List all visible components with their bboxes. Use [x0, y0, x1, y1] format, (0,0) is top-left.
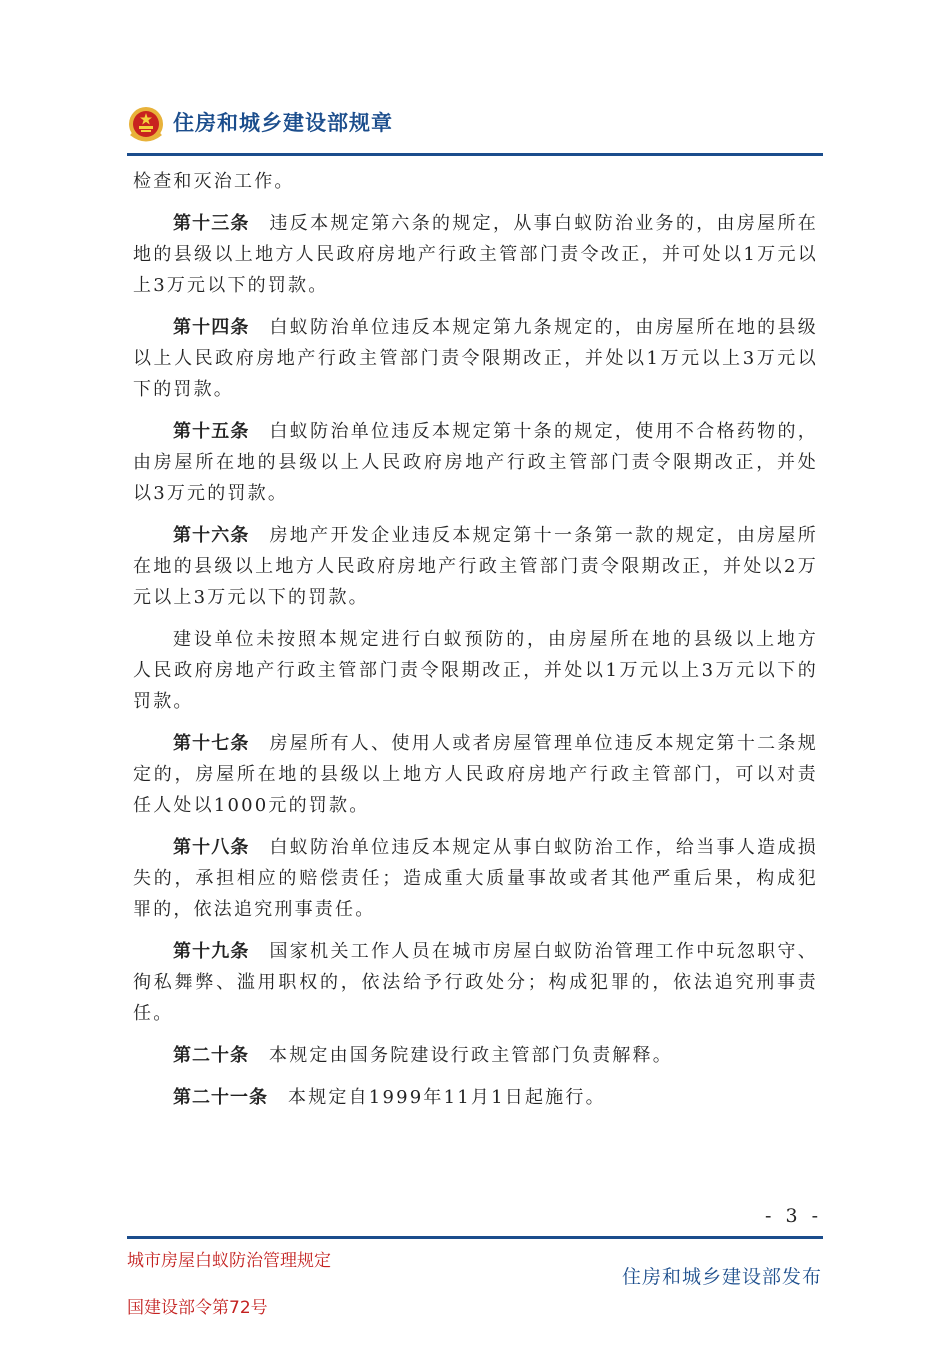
article-heading: 第十七条	[173, 733, 250, 754]
article-heading: 第十九条	[173, 941, 250, 962]
page-header	[127, 100, 823, 156]
article-text: 建设单位未按照本规定进行白蚁预防的，由房屋所在地的县级以上地方人民政府房地产行政主管部门责令限期改正，并处以1万元以上3万元以下的罚款。	[133, 629, 818, 712]
document-body	[133, 166, 818, 1124]
article-heading: 第十三条	[173, 213, 250, 234]
article-15	[133, 416, 818, 509]
article-heading: 第十五条	[173, 421, 250, 442]
article-heading: 第二十条	[173, 1045, 249, 1066]
header-title: 住房和城乡建设部规章	[173, 111, 393, 135]
article-heading: 第十六条	[173, 525, 250, 546]
article-text: 房地产开发企业违反本规定第十一条第一款的规定，由房屋所在地的县级以上地方人民政府房地产行政主管部门责令限期改正，并处以2万元以上3万元以下的罚款。	[133, 525, 818, 608]
article-text: 违反本规定第六条的规定，从事白蚁防治业务的，由房屋所在地的县级以上地方人民政府房地产行政主管部门责令改正，并可处以1万元以上3万元以下的罚款。	[133, 213, 818, 296]
national-emblem-icon	[127, 104, 165, 144]
paragraph: 检查和灭治工作。	[133, 171, 295, 192]
article-17	[133, 728, 818, 821]
article-text: 白蚁防治单位违反本规定第十条的规定，使用不合格药物的，由房屋所在地的县级以上人民政府房地产行政主管部门责令限期改正，并处以3万元的罚款。	[133, 421, 818, 504]
footer-doc-number: 国建设部令第72号	[127, 1298, 268, 1318]
article-text: 本规定自1999年11月1日起施行。	[288, 1087, 606, 1108]
article-text: 房屋所有人、使用人或者房屋管理单位违反本规定第十二条规定的，房屋所在地的县级以上地方人民政府房地产行政主管部门，可以对责任人处以1000元的罚款。	[133, 733, 818, 816]
footer-divider	[127, 1236, 823, 1239]
footer-doc-title: 城市房屋白蚁防治管理规定	[127, 1251, 331, 1271]
page-number: - 3 -	[764, 1205, 822, 1227]
article-text: 白蚁防治单位违反本规定从事白蚁防治工作，给当事人造成损失的，承担相应的赔偿责任；造成重大质量事故或者其他严重后果，构成犯罪的，依法追究刑事责任。	[133, 837, 818, 920]
article-heading: 第十八条	[173, 837, 250, 858]
article-13	[133, 208, 818, 301]
article-16	[133, 520, 818, 613]
article-19	[133, 936, 818, 1029]
article-text: 白蚁防治单位违反本规定第九条规定的，由房屋所在地的县级以上人民政府房地产行政主管部门责令限期改正，并处以1万元以上3万元以下的罚款。	[133, 317, 818, 400]
header-divider	[127, 153, 823, 156]
article-21	[133, 1082, 818, 1113]
article-20	[133, 1040, 818, 1071]
article-text: 国家机关工作人员在城市房屋白蚁防治管理工作中玩忽职守、徇私舞弊、滥用职权的，依法给予行政处分；构成犯罪的，依法追究刑事责任。	[133, 941, 818, 1024]
article-heading: 第二十一条	[173, 1087, 268, 1108]
article-text: 本规定由国务院建设行政主管部门负责解释。	[269, 1045, 673, 1066]
footer-publisher: 住房和城乡建设部发布	[621, 1266, 822, 1288]
article-16-paragraph-2	[133, 624, 818, 717]
article-heading: 第十四条	[173, 317, 250, 338]
article-14	[133, 312, 818, 405]
article-18	[133, 832, 818, 925]
